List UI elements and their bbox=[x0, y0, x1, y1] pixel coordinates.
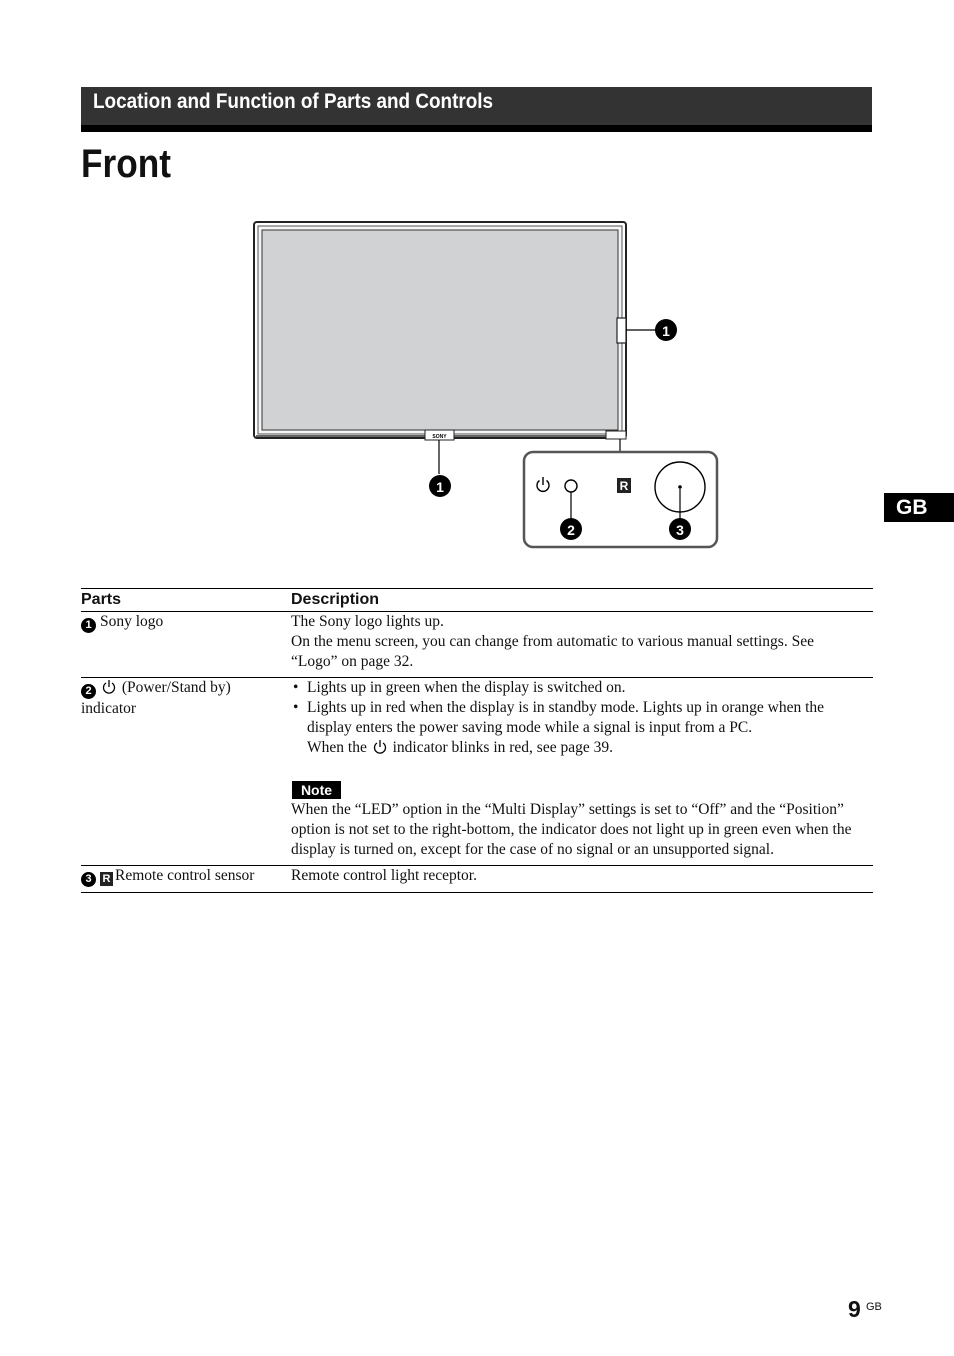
remote-sensor-icon: R bbox=[100, 872, 113, 886]
row-2-part-label: (Power/Stand by) bbox=[121, 679, 231, 696]
bullet-item: • Lights up in red when the display is in standby mode. Lights up in orange when the display enters the power saving mode while a signal is input from a PC. bbox=[291, 698, 871, 738]
row-2-bullet-list bbox=[291, 678, 871, 738]
svg-text:2: 2 bbox=[567, 522, 575, 538]
display-front-diagram bbox=[0, 0, 954, 560]
row-1-desc-line: On the menu screen, you can change from automatic to various manual settings. See bbox=[291, 633, 814, 650]
indicator-marker bbox=[606, 431, 626, 439]
power-icon bbox=[373, 739, 387, 755]
blink-prefix: When the bbox=[307, 739, 367, 756]
language-tab: GB bbox=[884, 493, 954, 522]
note-badge: Note bbox=[292, 781, 341, 799]
row-1-desc-line: “Logo” on page 32. bbox=[291, 653, 414, 670]
svg-text:3: 3 bbox=[676, 522, 684, 538]
row-1-description bbox=[291, 612, 871, 672]
page-number-suffix: GB bbox=[866, 1301, 882, 1313]
callout-3 bbox=[669, 518, 691, 540]
blink-line bbox=[291, 738, 871, 758]
note-text: When the “LED” option in the “Multi Display” settings is set to “Off” and the “Position” option is not set to the right-bottom, the indicator does not light up in green even when the display is turned on, except for the case of no signal or an unsupported signal. bbox=[291, 801, 852, 858]
side-logo-marker bbox=[617, 318, 626, 343]
row-1-part-label: Sony logo bbox=[100, 613, 164, 630]
column-header-parts: Parts bbox=[81, 591, 122, 608]
row-3-description: Remote control light receptor. bbox=[291, 867, 477, 884]
row-2-part-label-2: indicator bbox=[81, 700, 137, 717]
page-title: Front bbox=[81, 142, 171, 186]
row-1-part bbox=[81, 612, 281, 633]
row-1-number: 1 bbox=[81, 618, 96, 633]
row-3-part bbox=[81, 866, 286, 887]
svg-text:1: 1 bbox=[662, 323, 670, 339]
bullet-item: • Lights up in green when the display is switched on. bbox=[291, 678, 871, 698]
table-top-rule bbox=[81, 588, 873, 589]
callout-2 bbox=[560, 518, 582, 540]
column-header-description: Description bbox=[291, 591, 380, 608]
row-3-number: 3 bbox=[81, 872, 96, 887]
row-2-description bbox=[291, 678, 871, 758]
power-led bbox=[565, 480, 577, 492]
row-2-part bbox=[81, 678, 281, 719]
callout-1-side bbox=[655, 319, 677, 341]
blink-suffix: indicator blinks in red, see page 39. bbox=[392, 739, 613, 756]
page-number: 9 bbox=[848, 1296, 861, 1322]
row-2-number: 2 bbox=[81, 684, 96, 699]
sony-logo-text: SONY bbox=[432, 434, 447, 440]
table-bottom-rule bbox=[81, 892, 873, 893]
callout-1-bottom bbox=[429, 475, 451, 497]
section-title: Location and Function of Parts and Controls bbox=[93, 90, 494, 113]
svg-text:1: 1 bbox=[436, 479, 444, 495]
svg-text:R: R bbox=[619, 479, 629, 493]
monitor-screen bbox=[262, 230, 618, 430]
row-3-part-label: Remote control sensor bbox=[115, 867, 255, 884]
power-icon bbox=[102, 679, 116, 695]
row-1-desc-line: The Sony logo lights up. bbox=[291, 613, 444, 630]
